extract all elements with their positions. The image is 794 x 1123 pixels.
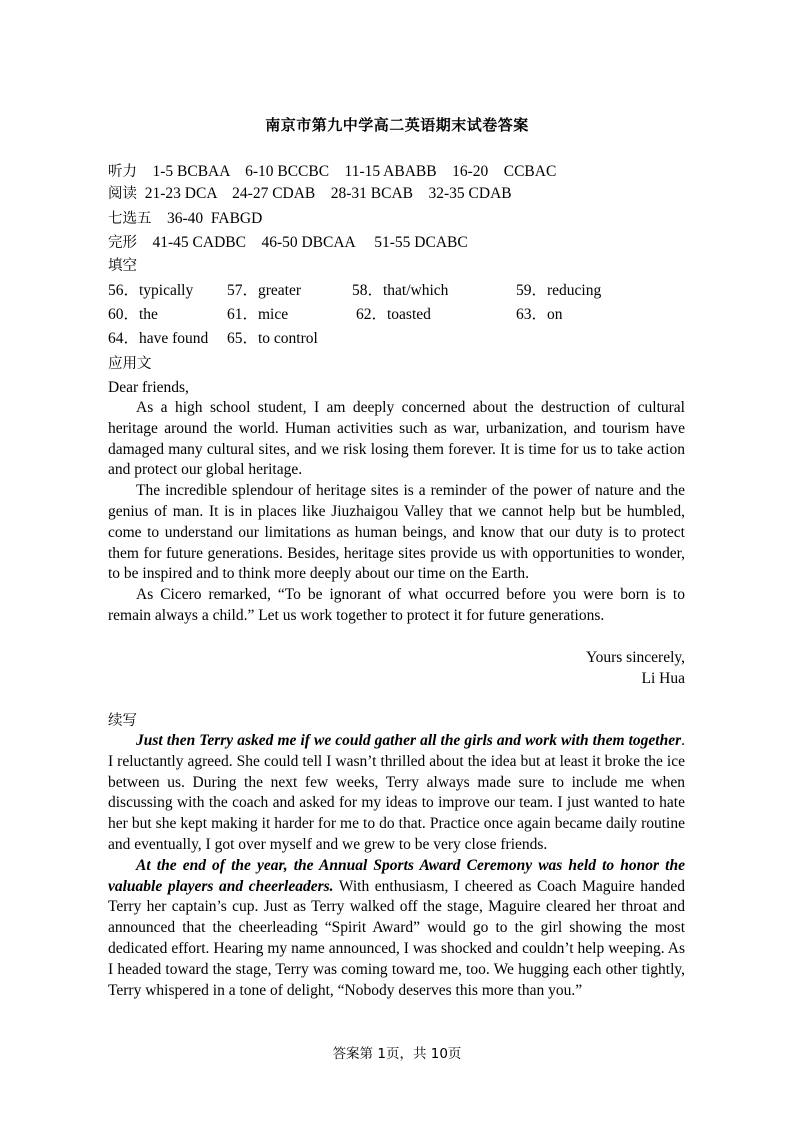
fill-answer-60: 60．the <box>108 306 158 323</box>
cloze-line <box>108 233 468 253</box>
continuation-label: 续写 <box>108 713 137 729</box>
page-footer: 答案第 1页，共 10页 <box>332 1046 462 1062</box>
listening-line <box>108 162 556 182</box>
continuation-p2-lead: At the end of the year, the Annual Sports Award Ceremony was held to honor the valuable players and cheerleaders. <box>108 856 685 895</box>
seven-choose-five-answers: 36-40 FABGD <box>167 210 263 227</box>
reading-answers: 21-23 DCA 24-27 CDAB 28-31 BCAB 32-35 CDAB <box>144 185 512 202</box>
listening-label: 听力 <box>108 164 137 180</box>
fill-answer-63: 63．on <box>516 306 563 323</box>
fill-answer-58: 58．that/which <box>352 282 449 299</box>
fill-answer-59: 59．reducing <box>516 282 602 299</box>
continuation-body <box>108 731 685 1001</box>
letter-paragraph-1: As a high school student, I am deeply concerned about the destruction of cultural heritage around the world. Human activities such as war, urbanization, and tourism have damaged many cultural sites, and we risk losing them forever. It is time for us to take action and protect our global heritage. <box>108 399 685 479</box>
continuation-paragraph-1 <box>108 731 685 856</box>
letter-body <box>108 398 685 627</box>
fill-answer-61: 61．mice <box>227 306 289 323</box>
letter-greeting: Dear friends, <box>108 379 189 396</box>
seven-choose-five-label: 七选五 <box>108 211 152 227</box>
reading-label: 阅读 <box>108 186 137 202</box>
continuation-p1-lead: Just then Terry asked me if we could gather all the girls and work with them together <box>136 732 682 749</box>
continuation-p1-rest: . I reluctantly agreed. She could tell I wasn’t thrilled about the idea but at least it broke the ice between us. During the next few weeks, Terry always made sure to include me when discussing with the coach and asked for my ideas to improve our team. I just wanted to hate her but she kept making it harder for me to do that. Practice once again became daily routine and eventually, I got over myself and we grew to be very close friends. <box>108 732 685 853</box>
cloze-answers: 41-45 CADBC 46-50 DBCAA 51-55 DCABC <box>152 234 468 251</box>
cloze-label: 完形 <box>108 235 137 251</box>
reading-line <box>108 184 512 204</box>
fill-answer-56: 56．typically <box>108 282 194 299</box>
fill-answer-65: 65．to control <box>227 330 318 347</box>
fill-answer-62: 62．toasted <box>356 306 431 323</box>
continuation-paragraph-2 <box>108 856 685 1002</box>
letter-paragraph-2: The incredible splendour of heritage sites is a reminder of the power of nature and the genius of man. It is in places like Jiuzhaigou Valley that we cannot help but be humbled, come to understand our limitations as human beings, and know that our duty is to protect them for future generations. Besides, heritage sites provide us with opportunities to wonder, to be inspired and to think more deeply about our time on the Earth. <box>108 482 685 583</box>
letter-signature: Li Hua <box>641 670 685 687</box>
page-title: 南京市第九中学高二英语期末试卷答案 <box>265 116 529 134</box>
fill-answer-64: 64．have found <box>108 330 209 347</box>
seven-choose-five-line <box>108 209 262 229</box>
listening-answers: 1-5 BCBAA 6-10 BCCBC 11-15 ABABB 16-20 CCBAC <box>152 163 557 180</box>
letter-closing: Yours sincerely, <box>585 649 685 666</box>
fill-label: 填空 <box>108 258 137 274</box>
application-label: 应用文 <box>108 356 152 372</box>
fill-answer-57: 57．greater <box>227 282 302 299</box>
letter-paragraph-3: As Cicero remarked, “To be ignorant of what occurred before you were born is to remain always a child.” Let us work together to protect it for future generations. <box>108 586 685 624</box>
continuation-p2-rest: With enthusiasm, I cheered as Coach Maguire handed Terry her captain’s cup. Just as Terry walked off the stage, Maguire cleared her throat and announced that the cheerleading “Spirit Award” would go to the girl showing the most dedicated effort. Hearing my name announced, I was shocked and couldn’t help weeping. As I headed toward the stage, Terry was coming toward me, too. We hugging each other tightly, Terry whispered in a tone of delight, “Nobody deserves this more than you.” <box>108 877 685 999</box>
